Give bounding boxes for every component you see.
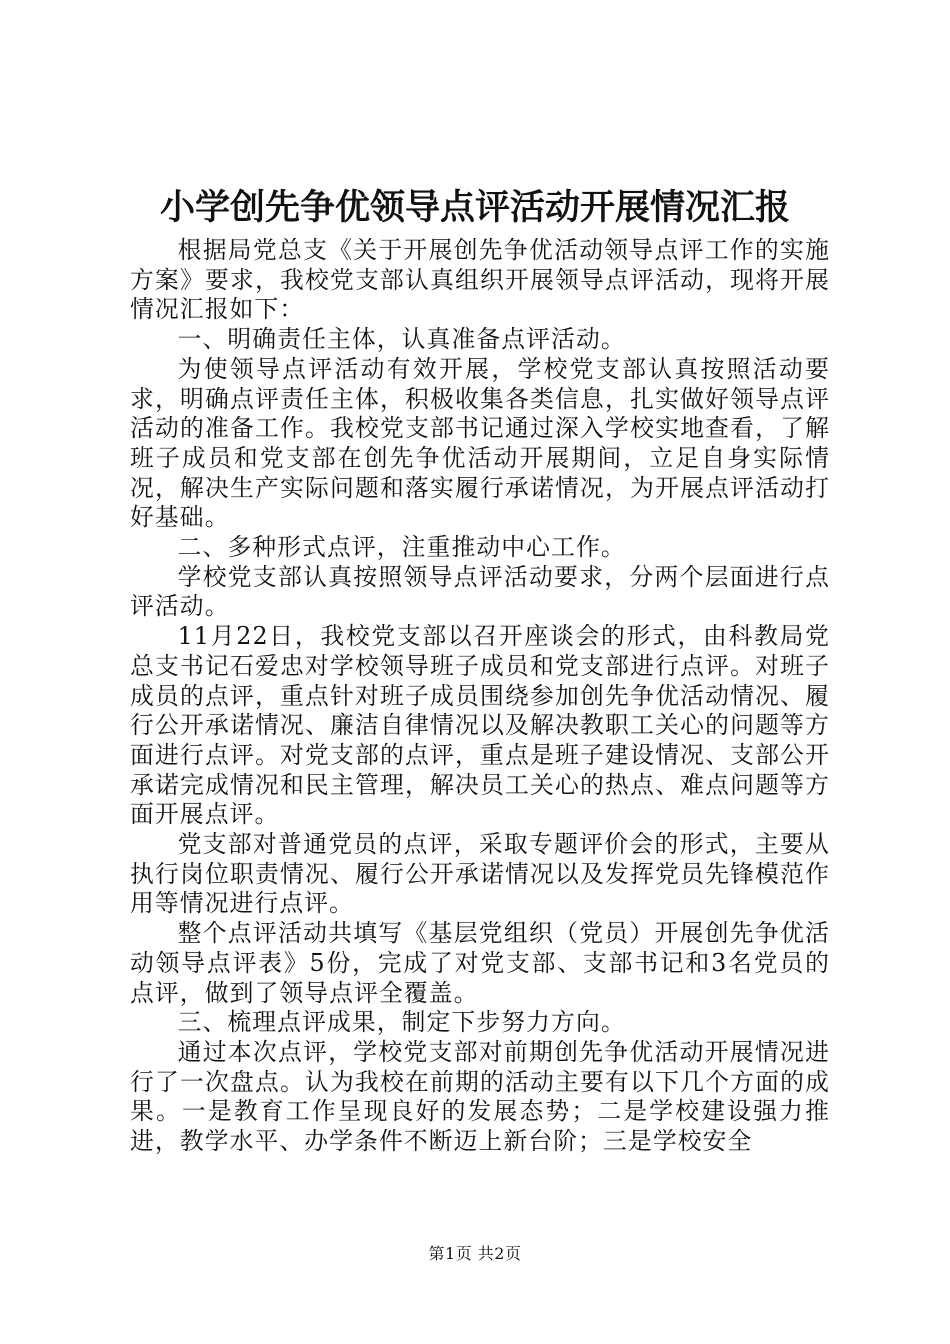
section-heading-3: 三、梳理点评成果，制定下步努力方向。	[177, 1008, 626, 1037]
section-heading-1: 一、明确责任主体，认真准备点评活动。	[177, 325, 626, 354]
paragraph-section-2-members: 党支部对普通党员的点评，采取专题评价会的形式，主要从执行岗位职责情况、履行公开承诺情况以及发挥党员先锋模范作用等情况进行点评。	[130, 830, 830, 918]
document-title: 小学创先争优领导点评活动开展情况汇报	[159, 188, 790, 228]
page-footer: 第1页 共2页	[428, 1244, 522, 1263]
paragraph-section-2-meeting: 11月22日，我校党支部以召开座谈会的形式，由科教局党总支书记石爱忠对学校领导班子成员和党支部进行点评。对班子成员的点评，重点针对班子成员围绕参加创先争优活动情况、履行公开承诺情况、廉洁自律情况以及解决教职工关心的问题等方面进行点评。对党支部的点评，重点是班子建设情况、支部公开承诺完成情况和民主管理，解决员工关心的热点、难点问题等方面开展点评。	[130, 622, 830, 829]
paragraph-intro: 根据局党总支《关于开展创先争优活动领导点评工作的实施方案》要求，我校党支部认真组织开展领导点评活动，现将开展情况汇报如下：	[130, 236, 830, 324]
paragraph-section-1: 为使领导点评活动有效开展，学校党支部认真按照活动要求，明确点评责任主体，积极收集各类信息，扎实做好领导点评活动的准备工作。我校党支部书记通过深入学校实地查看，了解班子成员和党支部在创先争优活动开展期间，立足自身实际情况，解决生产实际问题和落实履行承诺情况，为开展点评活动打好基础。	[130, 354, 830, 532]
paragraph-section-3: 通过本次点评，学校党支部对前期创先争优活动开展情况进行了一次盘点。认为我校在前期的活动主要有以下几个方面的成果。一是教育工作呈现良好的发展态势；二是学校建设强力推进，教学水平、办学条件不断迈上新台阶；三是学校安全	[130, 1037, 830, 1156]
paragraph-section-2-overview: 学校党支部认真按照领导点评活动要求，分两个层面进行点评活动。	[130, 562, 830, 621]
document-body	[130, 236, 830, 1157]
paragraph-section-2-summary: 整个点评活动共填写《基层党组织（党员）开展创先争优活动领导点评表》5份，完成了对党支部、支部书记和3名党员的点评，做到了领导点评全覆盖。	[130, 919, 830, 1007]
section-heading-2: 二、多种形式点评，注重推动中心工作。	[177, 533, 626, 562]
